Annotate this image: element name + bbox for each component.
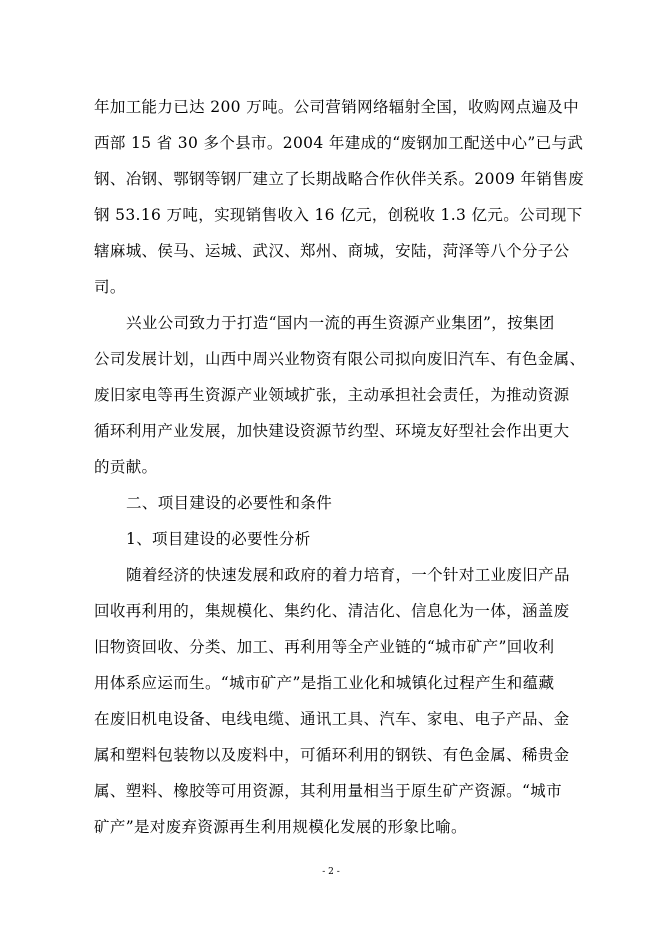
text-line: 回收再利用的，集规模化、集约化、清洁化、信息化为一体，涵盖废 bbox=[94, 602, 570, 620]
text-line: 钢、冶钢、鄂钢等钢厂建立了长期战略合作伙伴关系。2009 年销售废 bbox=[94, 170, 584, 188]
text-line: 西部 15 省 30 多个县市。2004 年建成的“废钢加工配送中心”已与武 bbox=[94, 134, 584, 152]
text-line: 公司发展计划，山西中周兴业物资有限公司拟向废旧汽车、有色金属、 bbox=[94, 350, 586, 368]
text-line: 的贡献。 bbox=[94, 458, 158, 476]
text-line: 废旧家电等再生资源产业领域扩张，主动承担社会责任，为推动资源 bbox=[94, 386, 570, 404]
text-line: 钢 53.16 万吨，实现销售收入 16 亿元，创税收 1.3 亿元。公司现下 bbox=[94, 206, 583, 224]
section-heading: 二、项目建设的必要性和条件 bbox=[126, 494, 333, 512]
text-line: 循环利用产业发展，加快建设资源节约型、环境友好型社会作出更大 bbox=[94, 422, 570, 440]
text-line: 年加工能力已达 200 万吨。公司营销网络辐射全国，收购网点遍及中 bbox=[94, 98, 579, 116]
text-line: 用体系应运而生。“城市矿产”是指工业化和城镇化过程产生和蕴藏 bbox=[94, 674, 555, 692]
text-line: 司。 bbox=[94, 278, 126, 296]
text-line: 属、塑料、橡胶等可用资源，其利用量相当于原生矿产资源。“城市 bbox=[94, 782, 562, 800]
text-line: 属和塑料包装物以及废料中，可循环利用的钢铁、有色金属、稀贵金 bbox=[94, 746, 570, 764]
text-line: 辖麻城、侯马、运城、武汉、郑州、商城，安陆，菏泽等八个分子公 bbox=[94, 242, 570, 260]
subsection-heading: 1、项目建设的必要性分析 bbox=[126, 530, 311, 548]
paragraph-first-line: 兴业公司致力于打造“国内一流的再生资源产业集团”，按集团 bbox=[126, 314, 555, 332]
text-line: 矿产”是对废弃资源再生利用规模化发展的形象比喻。 bbox=[94, 818, 467, 836]
text-line: 在废旧机电设备、电线电缆、通讯工具、汽车、家电、电子产品、金 bbox=[94, 710, 570, 728]
text-line: 旧物资回收、分类、加工、再利用等全产业链的“城市矿产”回收利 bbox=[94, 638, 555, 656]
paragraph-first-line: 随着经济的快速发展和政府的着力培育，一个针对工业废旧产品 bbox=[126, 566, 570, 584]
page-number: - 2 - bbox=[322, 867, 340, 877]
